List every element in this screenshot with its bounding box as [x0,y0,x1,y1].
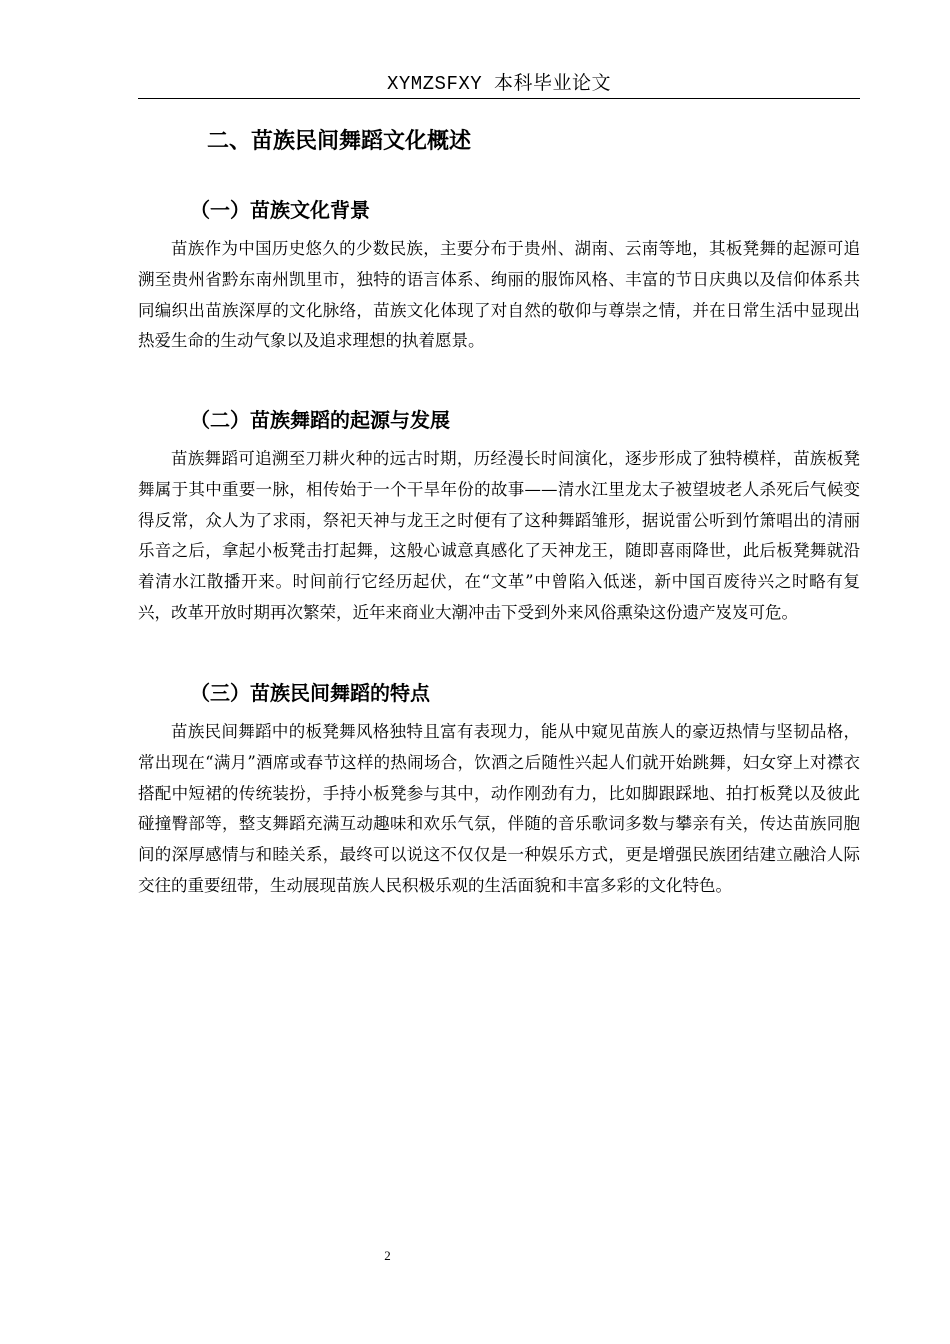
section-title-culture-background: （一）苗族文化背景 [190,198,370,222]
header-divider [138,98,860,99]
chapter-title: 二、苗族民间舞蹈文化概述 [207,129,472,154]
section-title-dance-origin: （二）苗族舞蹈的起源与发展 [190,408,450,432]
page-number: 2 [384,1248,391,1263]
section-title-dance-features: （三）苗族民间舞蹈的特点 [190,681,430,705]
page-header: XYMZSFXY 本科毕业论文 [386,73,612,95]
paragraph-dance-origin: 苗族舞蹈可追溯至刀耕火种的远古时期，历经漫长时间演化，逐步形成了独特模样，苗族板凳舞属于其中重要一脉，相传始于一个干旱年份的故事——清水江里龙太子被望坡老人杀死后气候变得反常，众人为了求雨，祭祀天神与龙王之时便有了这种舞蹈雏形，据说雷公听到竹箫唱出的清丽乐音之后，拿起小板凳击打起舞，这般心诚意真感化了天神龙王，随即喜雨降世，此后板凳舞就沿着清水江散播开来。时间前行它经历起伏，在“文革”中曾陷入低迷，新中国百废待兴之时略有复兴，改革开放时期再次繁荣，近年来商业大潮冲击下受到外来风俗熏染这份遗产岌岌可危。 [138,449,860,622]
paragraph-dance-features: 苗族民间舞蹈中的板凳舞风格独特且富有表现力，能从中窥见苗族人的豪迈热情与坚韧品格，常出现在“满月”酒席或春节这样的热闹场合，饮酒之后随性兴起人们就开始跳舞，妇女穿上对襟衣搭配中短裙的传统装扮，手持小板凳参与其中，动作刚劲有力，比如脚跟踩地、拍打板凳以及彼此碰撞臀部等，整支舞蹈充满互动趣味和欢乐气氛，伴随的音乐歌词多数与攀亲有关，传达苗族同胞间的深厚感情与和睦关系，最终可以说这不仅仅是一种娱乐方式，更是增强民族团结建立融洽人际交往的重要纽带，生动展现苗族人民积极乐观的生活面貌和丰富多彩的文化特色。 [138,722,860,895]
paragraph-culture-background: 苗族作为中国历史悠久的少数民族，主要分布于贵州、湖南、云南等地，其板凳舞的起源可追溯至贵州省黔东南州凯里市，独特的语言体系、绚丽的服饰风格、丰富的节日庆典以及信仰体系共同编织出苗族深厚的文化脉络，苗族文化体现了对自然的敬仰与尊崇之情，并在日常生活中显现出热爱生命的生动气象以及追求理想的执着愿景。 [138,239,860,351]
